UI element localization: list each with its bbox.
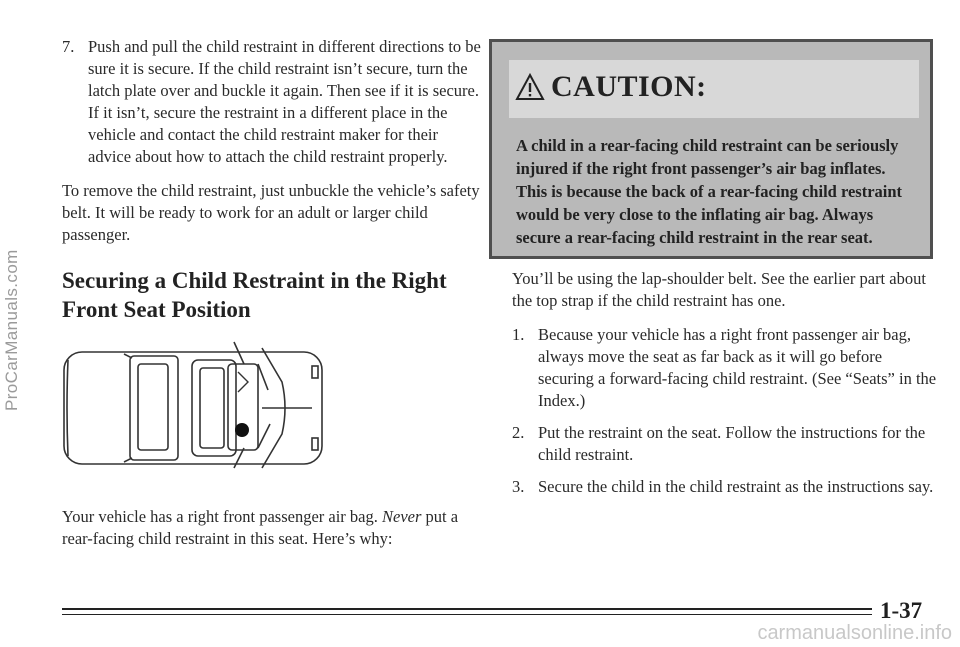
mirror-top (312, 366, 318, 378)
step-text: Put the restraint on the seat. Follow the instructions for the child restraint. (538, 423, 926, 464)
right-column (512, 268, 937, 508)
airbag-intro-never: Never (382, 507, 422, 526)
mirror-bottom (312, 438, 318, 450)
child-restraint-dot (235, 423, 249, 437)
caution-header (509, 60, 919, 118)
step-2 (512, 422, 937, 466)
rear-seat-cushion (138, 364, 168, 450)
rear-bumper-line (67, 360, 68, 456)
warning-triangle-icon (515, 72, 545, 102)
step-list (512, 324, 937, 498)
airbag-intro-a: Your vehicle has a right front passenger air bag. (62, 507, 378, 526)
caution-text: A child in a rear-facing child restraint can be seriously injured if the right front passenger’s air bag inflates. This is because the back of a rear-facing child restraint would be very close to the inflating air bag. Always secure a rear-facing child restraint in the rear seat. (516, 136, 903, 247)
step-number: 2. (512, 423, 525, 442)
step-number: 7. (62, 37, 75, 56)
section-heading: Securing a Child Restraint in the Right Front Seat Position (62, 268, 447, 322)
remove-restraint-paragraph: To remove the child restraint, just unbuckle the vehicle’s safety belt. It will be ready to work for an adult or larger child passenger. (62, 181, 480, 244)
airbag-intro-b: put a rear-facing child restraint in this seat. Here’s why: (62, 507, 459, 548)
bottom-watermark: carmanualsonline.info (757, 622, 952, 644)
lap-shoulder-belt-paragraph: You’ll be using the lap-shoulder belt. See the earlier part about the top strap if the child restraint has one. (512, 269, 926, 310)
side-watermark: ProCarManuals.com (2, 249, 21, 411)
caution-title: CAUTION: (551, 70, 707, 103)
front-seat-left-cushion (200, 368, 224, 448)
seat-arrow (238, 372, 248, 392)
step-text: Secure the child in the child restraint as the instructions say. (538, 477, 934, 496)
step-text: Because your vehicle has a right front passenger air bag, always move the seat as far back as it will go before securing a forward-facing child restraint. (See “Seats” in the Index.) (538, 325, 937, 410)
vehicle-diagram (62, 338, 326, 470)
page-number: 1-37 (880, 598, 923, 623)
vehicle-top-view-illustration (62, 338, 326, 470)
left-column (62, 36, 482, 324)
footer-rule (62, 608, 872, 610)
front-seat-left (192, 360, 236, 456)
step-number: 3. (512, 477, 525, 496)
step-text: Push and pull the child restraint in different directions to be sure it is secure. If the child restraint isn’t secure, turn the latch plate over and buckle it again. Then see if it is secure. If it isn’t, secure the restraint in a different place in the vehicle and contact the child restraint maker for their advice about how to attach the child restraint properly. (88, 37, 481, 166)
step-number: 1. (512, 325, 525, 344)
step-7 (62, 36, 482, 168)
step-3 (512, 476, 937, 498)
caution-box (489, 39, 933, 259)
airbag-warning-paragraph (62, 506, 482, 550)
footer-rule-thin (62, 614, 872, 615)
step-1 (512, 324, 937, 412)
